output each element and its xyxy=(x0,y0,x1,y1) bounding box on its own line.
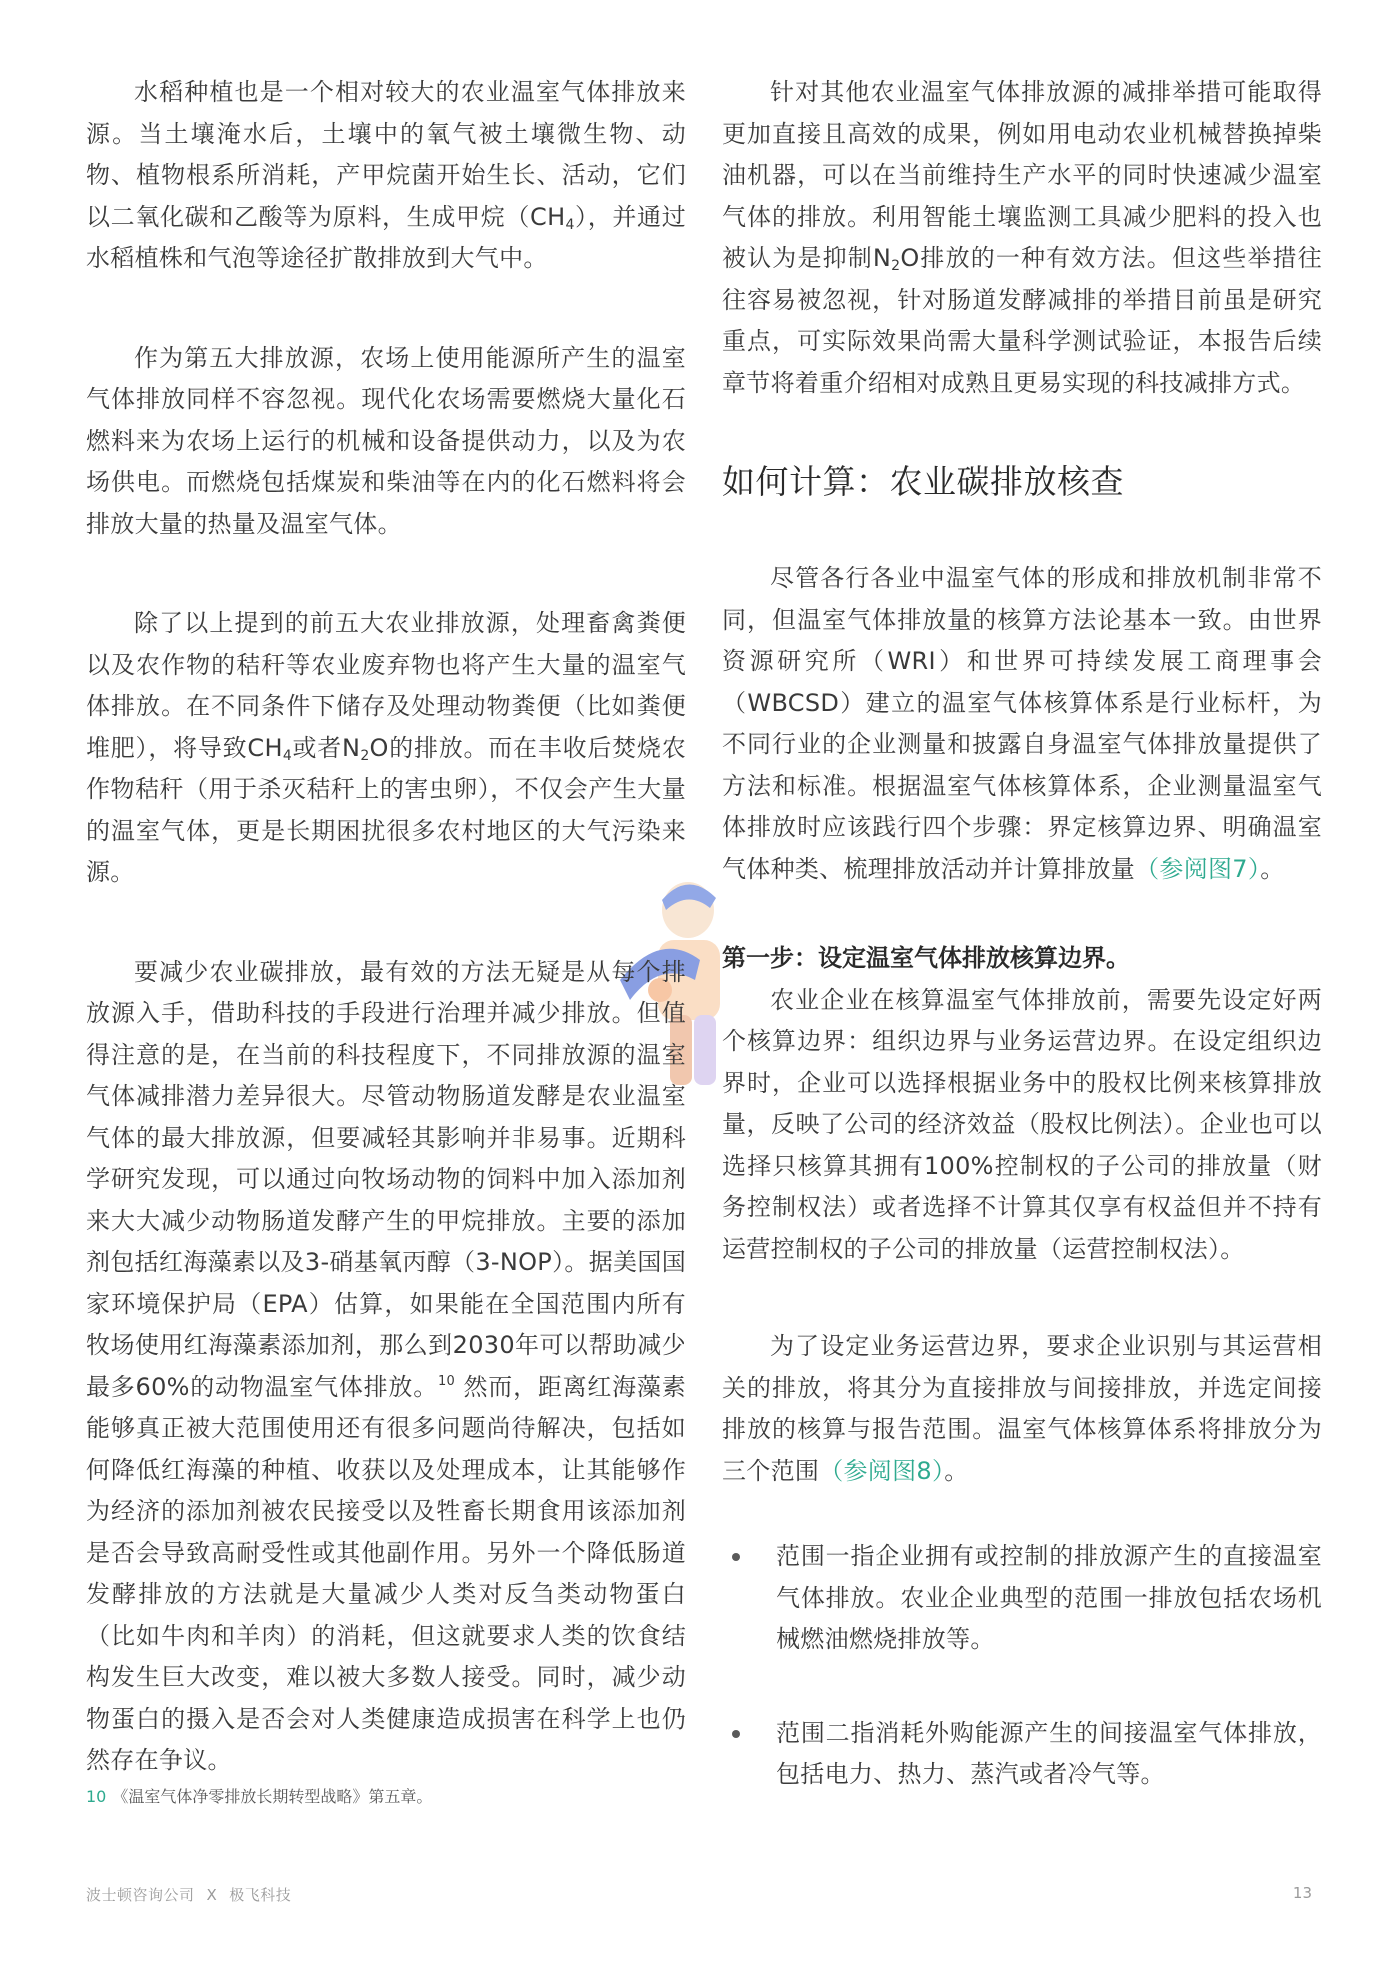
list-item-scope-two: 范围二指消耗外购能源产生的间接温室气体排放，包括电力、热力、蒸汽或者冷气等。 xyxy=(722,1713,1322,1796)
bullet-icon xyxy=(732,1730,740,1738)
section-title: 如何计算：农业碳排放核查 xyxy=(722,462,1124,501)
paragraph-rice-cultivation: 水稻种植也是一个相对较大的农业温室气体排放来源。当土壤淹水后，土壤中的氧气被土壤微生物、动物、植物根系所消耗，产甲烷菌开始生长、活动，它们以二氧化碳和乙酸等为原料，生成甲烷$(CH_4)$，并通过水稻植株和气泡等途径扩散排放到大气中。 xyxy=(86,78,686,272)
paragraph-other-sources: 针对其他农业温室气体排放源的减排举措可能取得更加直接且高效的成果，例如用电动农业机械替换掉柴油机器，可以在当前维持生产水平的同时快速减少温室气体的排放。利用智能土壤监测工具减少肥料的投入也被认为是抑制$N_2O$排放的一种有效方法。但这些举措往往容易被忽视，针对肠道发酵减排的举措目前虽是研究重点，可实际效果尚需大量科学测试验证，本报告后续章节将着重介绍相对成熟且更易实现的科技减排方式。 xyxy=(722,78,1322,397)
figure-reference-7[interactable]: （参阅图7） xyxy=(1135,854,1261,883)
footer-separator: X xyxy=(206,1886,218,1904)
scope-list xyxy=(722,1536,1322,1796)
footnote xyxy=(86,1784,432,1807)
bullet-icon xyxy=(732,1553,740,1561)
right-column xyxy=(722,72,1322,1796)
left-column xyxy=(86,72,686,1782)
step-one-title: 第一步：设定温室气体排放核算边界。 xyxy=(722,944,1130,972)
paragraph-agricultural-waste: 除了以上提到的前五大农业排放源，处理畜禽粪便以及农作物的秸秆等农业废弃物也将产生大量的温室气体排放。在不同条件下储存及处理动物粪便（比如粪便堆肥），将导致$CH_4$或者$N_2O$的排放。而在丰收后焚烧农作物秸秆（用于杀灭秸秆上的害虫卵），不仅会产生大量的温室气体，更是长期困扰很多农村地区的大气污染来源。 xyxy=(86,609,686,886)
footnote-number: 10 xyxy=(86,1787,107,1806)
page-footer xyxy=(86,1884,291,1905)
paragraph-accounting-method: 尽管各行各业中温室气体的形成和排放机制非常不同，但温室气体排放量的核算方法论基本一致。由世界资源研究所（WRI）和世界可持续发展工商理事会（WBCSD）建立的温室气体核算体系是行业标杆，为不同行业的企业测量和披露自身温室气体排放量提供了方法和标准。根据温室气体核算体系，企业测量温室气体排放时应该践行四个步骤：界定核算边界、明确温室气体种类、梳理排放活动并计算排放量（参阅图7）。 xyxy=(722,564,1322,883)
paragraph-organizational-boundary: 农业企业在核算温室气体排放前，需要先设定好两个核算边界：组织边界与业务运营边界。在设定组织边界时，企业可以选择根据业务中的股权比例来核算排放量，反映了公司的经济效益（股权比例法）。企业也可以选择只核算其拥有100%控制权的子公司的排放量（财务控制权法）或者选择不计算其仅享有权益但并不持有运营控制权的子公司的排放量（运营控制权法）。 xyxy=(722,985,1322,1263)
footer-org-bcg: 波士顿咨询公司 xyxy=(86,1886,195,1904)
list-item-scope-one: 范围一指企业拥有或控制的排放源产生的直接温室气体排放。农业企业典型的范围一排放包括农场机械燃油燃烧排放等。 xyxy=(722,1536,1322,1661)
footer-org-xag: 极飞科技 xyxy=(229,1886,292,1904)
paragraph-farm-energy: 作为第五大排放源，农场上使用能源所产生的温室气体排放同样不容忽视。现代化农场需要燃烧大量化石燃料来为农场上运行的机械和设备提供动力，以及为农场供电。而燃烧包括煤炭和柴油等在内的化石燃料将会排放大量的热量及温室气体。 xyxy=(86,343,686,538)
paragraph-operational-boundary: 为了设定业务运营边界，要求企业识别与其运营相关的排放，将其分为直接排放与间接排放，并选定间接排放的核算与报告范围。温室气体核算体系将排放分为三个范围（参阅图8）。 xyxy=(722,1332,1322,1485)
figure-reference-8[interactable]: （参阅图8） xyxy=(819,1456,945,1485)
footnote-reference[interactable]: 10 xyxy=(437,1373,456,1389)
page-number: 13 xyxy=(1292,1884,1312,1902)
footnote-text: 《温室气体净零排放长期转型战略》第五章。 xyxy=(112,1787,433,1806)
paragraph-reduce-emissions: 要减少农业碳排放，最有效的方法无疑是从每个排放源入手，借助科技的手段进行治理并减少排放。但值得注意的是，在当前的科技程度下，不同排放源的温室气体减排潜力差异很大。尽管动物肠道发酵是农业温室气体的最大排放源，但要减轻其影响并非易事。近期科学研究发现，可以通过向牧场动物的饲料中加入添加剂来大大减少动物肠道发酵产生的甲烷排放。主要的添加剂包括红海藻素以及3-硝基氧丙醇（3-NOP）。据美国国家环境保护局（EPA）估算，如果能在全国范围内所有牧场使用红海藻素添加剂，那么到2030年可以帮助减少最多60%的动物温室气体排放。$^{10}$ 然而，距离红海藻素能够真正被大范围使用还有很多问题尚待解决，包括如何降低红海藻的种植、收获以及处理成本，让其能够作为经济的添加剂被农民接受以及牲畜长期食用该添加剂是否会导致高耐受性或其他副作用。另外一个降低肠道发酵排放的方法就是大量减少人类对反刍类动物蛋白（比如牛肉和羊肉）的消耗，但这就要求人类的饮食结构发生巨大改变，难以被大多数人接受。同时，减少动物蛋白的摄入是否会对人类健康造成损害在科学上也仍然存在争议。 xyxy=(86,957,686,1774)
